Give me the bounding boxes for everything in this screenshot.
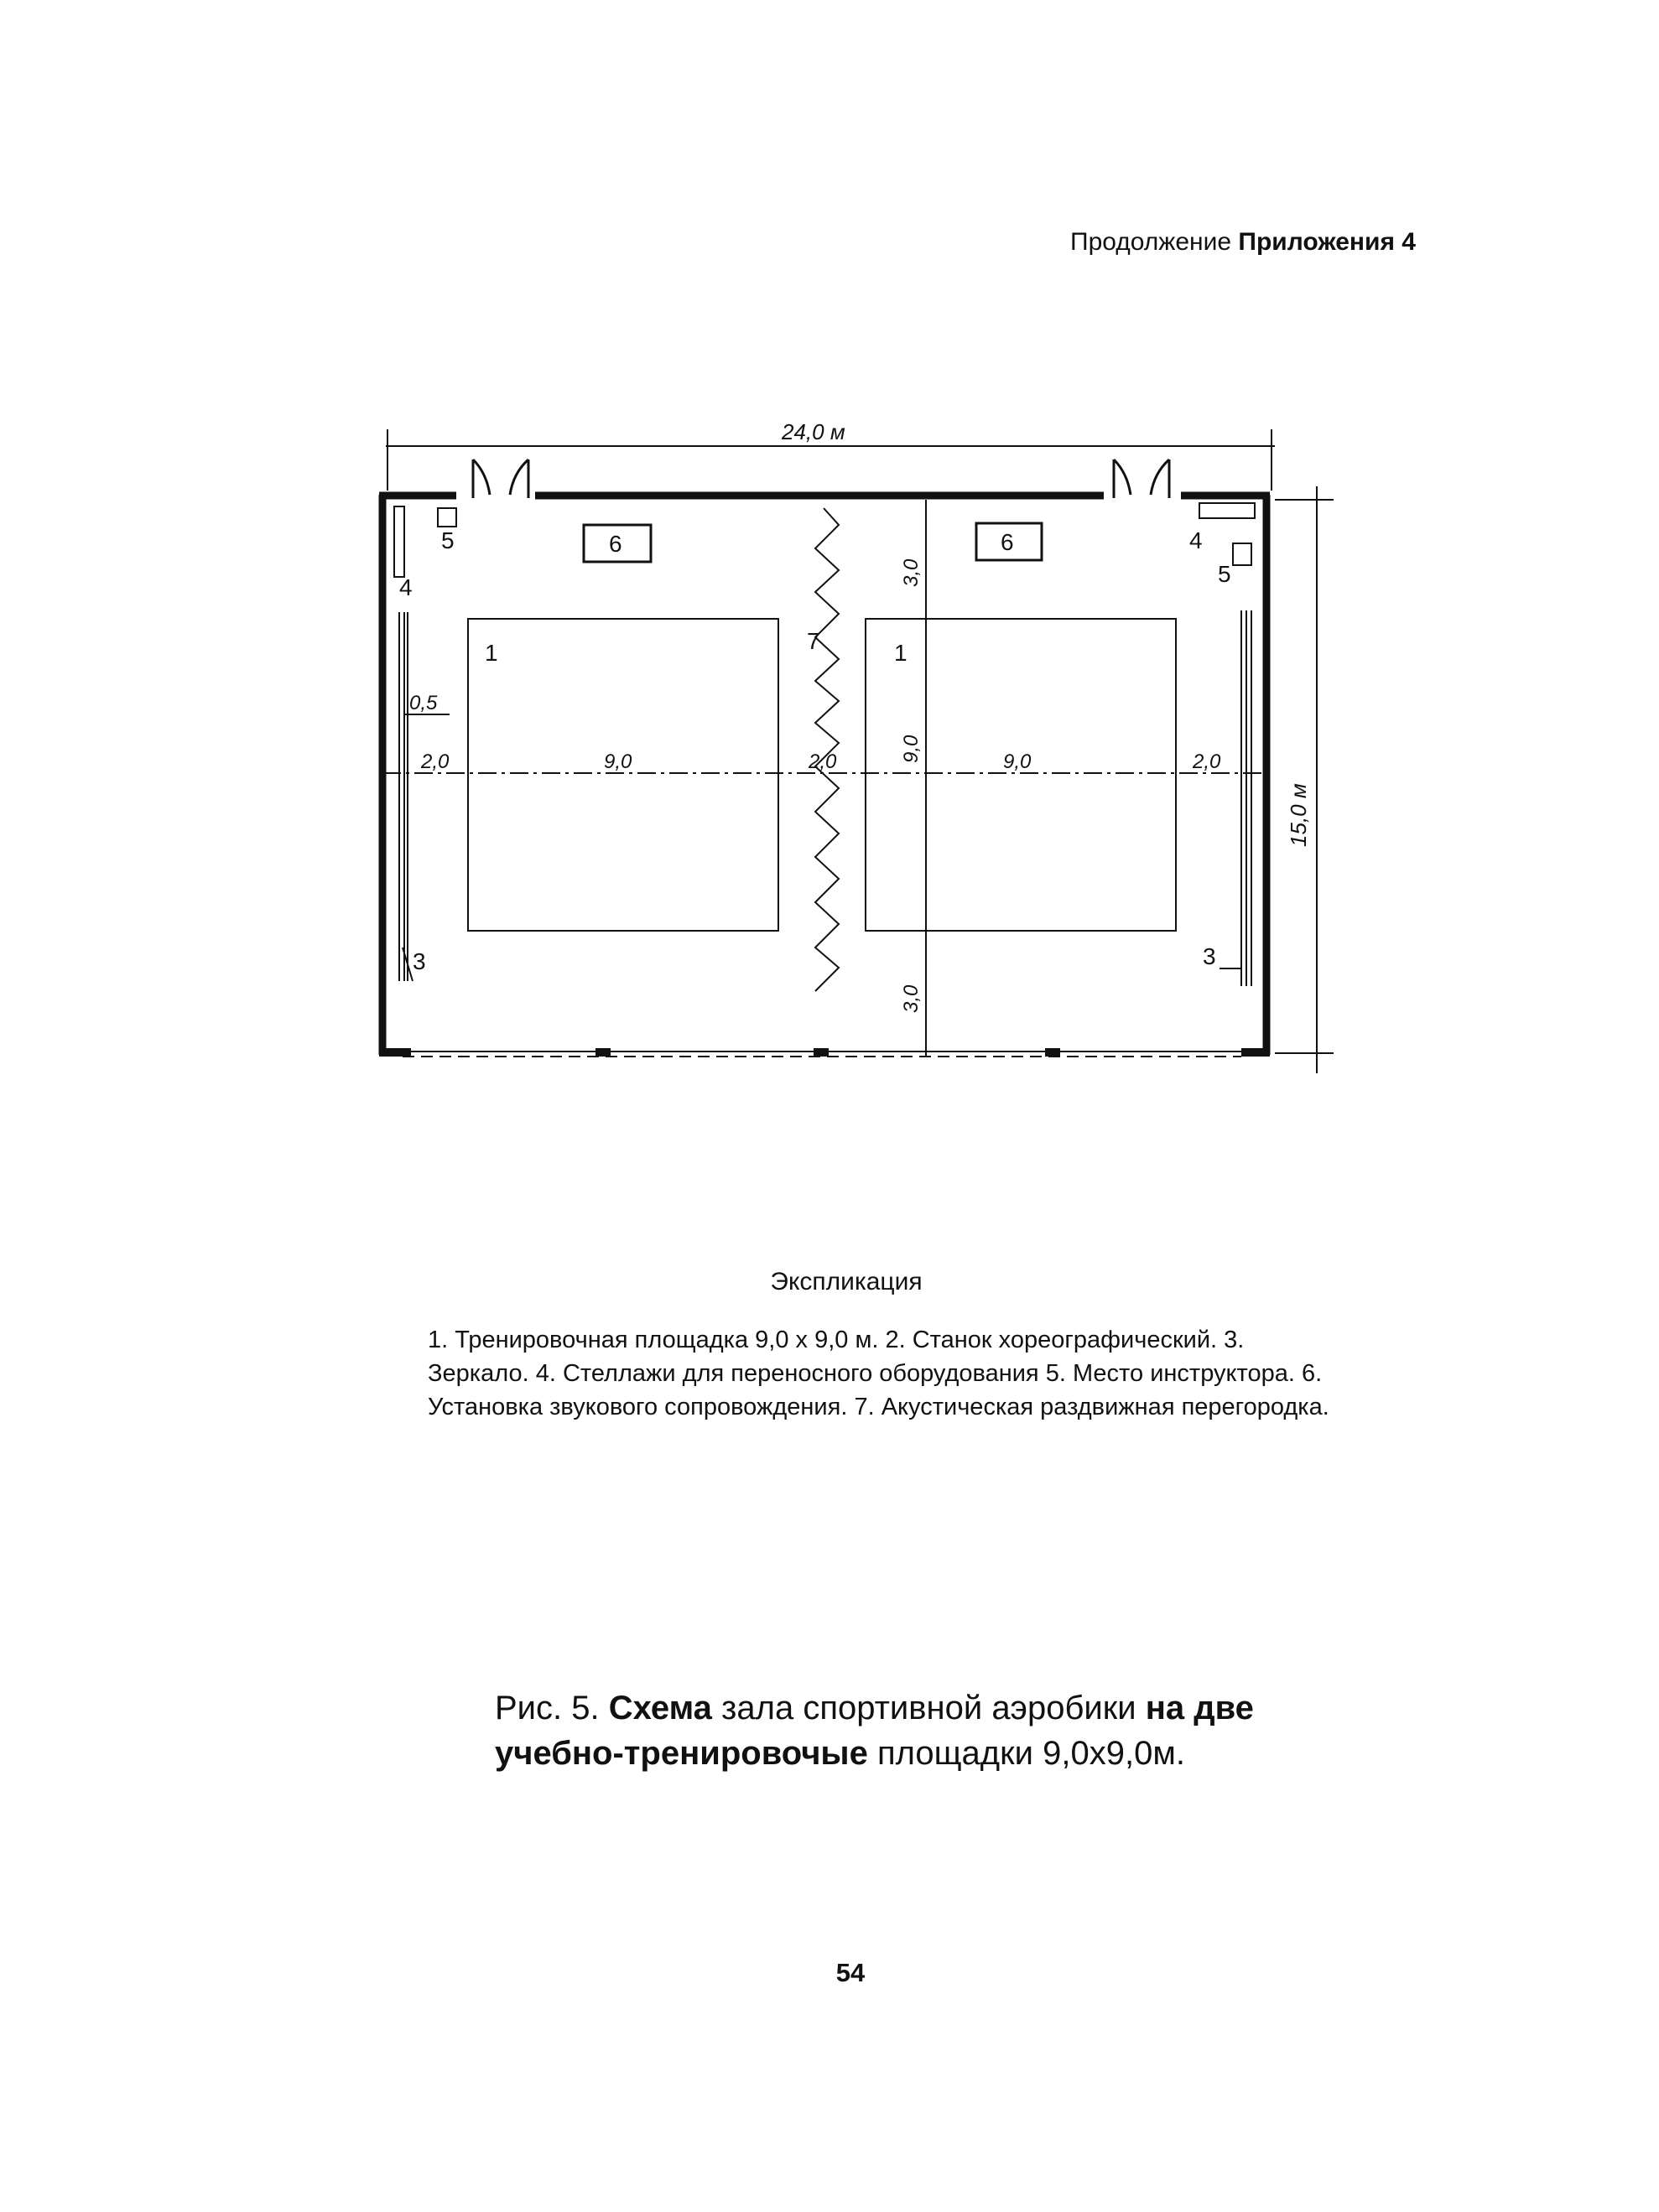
overall-width-label: 24,0 м bbox=[782, 419, 845, 444]
dim-margin-right: 2,0 bbox=[1193, 750, 1221, 773]
header-suffix: Приложения 4 bbox=[1238, 228, 1416, 256]
legend-title: Экспликация bbox=[770, 1268, 923, 1296]
mirror-right bbox=[1241, 610, 1251, 986]
page-number: 54 bbox=[835, 1958, 866, 1987]
legend-text: 1. Тренировочная площадка 9,0 х 9,0 м. 2. Станок хореографический. 3. Зеркало. 4. Стеллажи для переносного оборудования 5. Место инструктора. 6. Установка звукового сопровождения. 7. Акустическая раздвижная перегородка. bbox=[428, 1327, 1329, 1420]
marker-partition: 7 bbox=[807, 628, 820, 654]
marker-shelving-right: 4 bbox=[1189, 527, 1203, 553]
marker-sound-right: 6 bbox=[1001, 529, 1014, 555]
shelving-left bbox=[394, 506, 404, 577]
dim-court-height: 9,0 bbox=[900, 735, 923, 763]
marker-sound-left: 6 bbox=[609, 531, 622, 557]
marker-mirror-right: 3 bbox=[1203, 943, 1216, 969]
overall-height-label: 15,0 м bbox=[1286, 783, 1311, 847]
marker-instructor-right: 5 bbox=[1218, 561, 1231, 587]
acoustic-partition bbox=[815, 508, 839, 991]
door-left bbox=[473, 460, 528, 498]
marker-shelving-left: 4 bbox=[399, 574, 413, 600]
caption-bold-1: Схема bbox=[608, 1690, 712, 1727]
header-prefix: Продолжение bbox=[1070, 228, 1232, 256]
caption-bold-2: на две учебно-тренировочые bbox=[495, 1690, 1254, 1772]
door-right bbox=[1114, 460, 1169, 498]
dim-bottom: 3,0 bbox=[900, 984, 923, 1013]
marker-court-left: 1 bbox=[485, 640, 498, 666]
marker-court-right: 1 bbox=[894, 640, 908, 666]
instructor-place-left bbox=[438, 508, 456, 527]
dim-court-right: 9,0 bbox=[1003, 750, 1032, 773]
dim-barre-offset: 0,5 bbox=[409, 692, 438, 714]
figure-caption bbox=[495, 1685, 1384, 1776]
dim-gap-middle: 2,0 bbox=[809, 750, 837, 773]
dim-top: 3,0 bbox=[900, 558, 923, 587]
caption-normal-3: площадки 9,0х9,0м. bbox=[876, 1735, 1185, 1772]
dim-court-left: 9,0 bbox=[604, 750, 632, 773]
court-left bbox=[468, 619, 778, 931]
marker-instructor-left: 5 bbox=[441, 527, 455, 553]
floor-plan bbox=[369, 411, 1342, 1098]
dim-margin-left: 2,0 bbox=[421, 750, 450, 773]
caption-prefix: Рис. 5. bbox=[495, 1690, 600, 1727]
instructor-place-right bbox=[1233, 543, 1251, 565]
caption-normal-1: зала спортивной bbox=[721, 1690, 983, 1727]
court-right bbox=[866, 619, 1176, 931]
caption-normal-2: аэробики bbox=[991, 1690, 1136, 1727]
overall-height-dimension bbox=[1275, 486, 1334, 1073]
mirror-left bbox=[399, 612, 408, 981]
marker-mirror-left: 3 bbox=[413, 948, 426, 974]
page-header bbox=[1070, 228, 1416, 257]
shelving-right bbox=[1199, 503, 1255, 518]
